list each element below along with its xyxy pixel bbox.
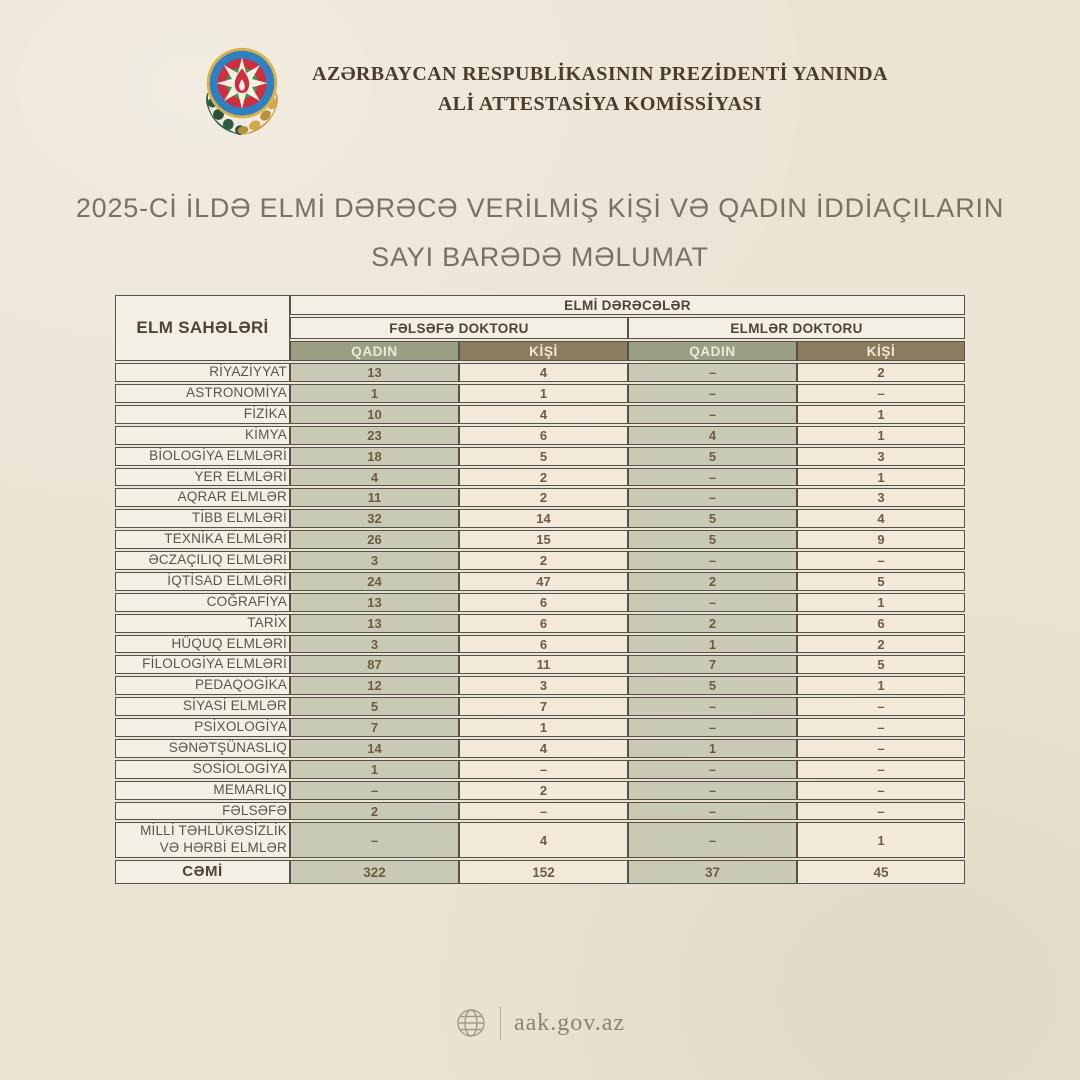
value-cell: – — [797, 551, 965, 570]
value-cell: 24 — [290, 572, 459, 591]
column-header-kisi-phd: KİŞİ — [459, 341, 628, 361]
value-cell: 6 — [797, 614, 965, 633]
degrees-table — [115, 293, 965, 886]
table-row — [115, 718, 965, 737]
science-field-label: AQRAR ELMLƏR — [115, 488, 290, 507]
value-cell: 3 — [797, 447, 965, 466]
value-cell: 2 — [459, 781, 628, 800]
table-row — [115, 614, 965, 633]
value-cell: 3 — [797, 488, 965, 507]
value-cell: 11 — [290, 488, 459, 507]
value-cell: 2 — [459, 551, 628, 570]
column-header-kisi-dsc: KİŞİ — [797, 341, 965, 361]
value-cell: 14 — [459, 509, 628, 528]
value-cell: – — [290, 822, 459, 858]
science-field-label: FƏLSƏFƏ — [115, 802, 290, 821]
value-cell: 37 — [628, 860, 797, 884]
table-row — [115, 572, 965, 591]
value-cell: 4 — [459, 739, 628, 758]
value-cell: 11 — [459, 655, 628, 674]
value-cell: 2 — [797, 635, 965, 654]
value-cell: – — [628, 405, 797, 424]
org-name — [312, 59, 888, 119]
value-cell: 1 — [797, 426, 965, 445]
globe-icon — [455, 1007, 487, 1039]
table-row — [115, 781, 965, 800]
value-cell: – — [628, 468, 797, 487]
value-cell: – — [797, 739, 965, 758]
value-cell: 47 — [459, 572, 628, 591]
value-cell: – — [797, 760, 965, 779]
table-row — [115, 530, 965, 549]
group-header: ELMİ DƏRƏCƏLƏR — [290, 295, 965, 315]
value-cell: – — [797, 697, 965, 716]
science-field-label: RİYAZİYYAT — [115, 363, 290, 382]
value-cell: 4 — [459, 822, 628, 858]
science-field-label: KİMYA — [115, 426, 290, 445]
table-row — [115, 739, 965, 758]
value-cell: 1 — [797, 676, 965, 695]
value-cell: – — [628, 822, 797, 858]
value-cell: – — [290, 781, 459, 800]
table-row — [115, 551, 965, 570]
value-cell: – — [628, 760, 797, 779]
value-cell: – — [459, 760, 628, 779]
value-cell: 3 — [290, 635, 459, 654]
value-cell: – — [628, 551, 797, 570]
value-cell: – — [797, 718, 965, 737]
total-label: CƏMİ — [115, 860, 290, 884]
value-cell: – — [628, 384, 797, 403]
value-cell: – — [628, 781, 797, 800]
value-cell: 14 — [290, 739, 459, 758]
table-row — [115, 509, 965, 528]
value-cell: 7 — [290, 718, 459, 737]
value-cell: – — [628, 718, 797, 737]
table-row — [115, 593, 965, 612]
value-cell: – — [628, 363, 797, 382]
value-cell: 152 — [459, 860, 628, 884]
table-row — [115, 802, 965, 821]
org-name-line1: AZƏRBAYCAN RESPUBLİKASININ PREZİDENTİ YANINDA — [312, 63, 888, 85]
science-field-label: SİYASİ ELMLƏR — [115, 697, 290, 716]
azerbaijan-coat-of-arms-icon — [192, 40, 292, 138]
value-cell: – — [797, 802, 965, 821]
value-cell: 10 — [290, 405, 459, 424]
value-cell: 15 — [459, 530, 628, 549]
value-cell: 6 — [459, 426, 628, 445]
table-row — [115, 635, 965, 654]
science-field-label: İQTİSAD ELMLƏRİ — [115, 572, 290, 591]
value-cell: 7 — [459, 697, 628, 716]
value-cell: 5 — [797, 572, 965, 591]
value-cell: 32 — [290, 509, 459, 528]
page-title — [60, 184, 1020, 281]
org-name-line2: ALİ ATTESTASİYA KOMİSSİYASI — [437, 93, 763, 115]
page-title-line2: SAYI BARƏDƏ MƏLUMAT — [371, 241, 709, 272]
table-row — [115, 447, 965, 466]
value-cell: 322 — [290, 860, 459, 884]
science-field-label: HÜQUQ ELMLƏRİ — [115, 635, 290, 654]
value-cell: – — [628, 488, 797, 507]
table-row — [115, 655, 965, 674]
science-field-label: TARİX — [115, 614, 290, 633]
value-cell: 5 — [628, 530, 797, 549]
value-cell: 3 — [459, 676, 628, 695]
value-cell: 12 — [290, 676, 459, 695]
table-row — [115, 468, 965, 487]
value-cell: 5 — [628, 509, 797, 528]
corner-header: ELM SAHƏLƏRİ — [115, 295, 290, 361]
column-header-qadin-phd: QADIN — [290, 341, 459, 361]
science-field-label: COĞRAFİYA — [115, 593, 290, 612]
value-cell: 87 — [290, 655, 459, 674]
table-row — [115, 384, 965, 403]
science-field-label: TİBB ELMLƏRİ — [115, 509, 290, 528]
value-cell: 5 — [797, 655, 965, 674]
subgroup-header-phd: FƏLSƏFƏ DOKTORU — [290, 317, 628, 339]
value-cell: 1 — [628, 635, 797, 654]
value-cell: 2 — [290, 802, 459, 821]
science-field-label: BİOLOGİYA ELMLƏRİ — [115, 447, 290, 466]
value-cell: 4 — [459, 363, 628, 382]
value-cell: 13 — [290, 614, 459, 633]
column-header-qadin-dsc: QADIN — [628, 341, 797, 361]
value-cell: 9 — [797, 530, 965, 549]
value-cell: 5 — [628, 676, 797, 695]
value-cell: 2 — [797, 363, 965, 382]
value-cell: 13 — [290, 593, 459, 612]
value-cell: 6 — [459, 635, 628, 654]
value-cell: 1 — [290, 384, 459, 403]
table-body — [115, 363, 965, 884]
value-cell: – — [459, 802, 628, 821]
value-cell: 1 — [628, 739, 797, 758]
table-row — [115, 405, 965, 424]
value-cell: 13 — [290, 363, 459, 382]
value-cell: – — [628, 697, 797, 716]
value-cell: 1 — [290, 760, 459, 779]
value-cell: 6 — [459, 593, 628, 612]
org-header — [0, 0, 1080, 138]
table-row — [115, 822, 965, 858]
table-row — [115, 488, 965, 507]
website-url: aak.gov.az — [513, 1009, 626, 1036]
value-cell: 1 — [797, 468, 965, 487]
value-cell: 6 — [459, 614, 628, 633]
value-cell: – — [628, 593, 797, 612]
table-row — [115, 760, 965, 779]
footer-divider — [500, 1006, 501, 1040]
value-cell: 23 — [290, 426, 459, 445]
table-row — [115, 363, 965, 382]
table-row — [115, 697, 965, 716]
science-field-label: ƏCZAÇILIQ ELMLƏRİ — [115, 551, 290, 570]
value-cell: 2 — [459, 468, 628, 487]
science-field-label: FİLOLOGİYA ELMLƏRİ — [115, 655, 290, 674]
science-field-label: ASTRONOMİYA — [115, 384, 290, 403]
science-field-label: SOSİOLOGİYA — [115, 760, 290, 779]
value-cell: 1 — [459, 718, 628, 737]
science-field-label: MİLLİ TƏHLÜKƏSİZLİK VƏ HƏRBİ ELMLƏR — [115, 822, 290, 858]
table-row — [115, 426, 965, 445]
science-field-label: MEMARLIQ — [115, 781, 290, 800]
value-cell: 2 — [628, 572, 797, 591]
value-cell: 2 — [459, 488, 628, 507]
science-field-label: TEXNİKA ELMLƏRİ — [115, 530, 290, 549]
page-title-line1: 2025-Cİ İLDƏ ELMİ DƏRƏCƏ VERİLMİŞ KİŞİ VƏ QADIN İDDİAÇILARIN — [75, 193, 1005, 223]
value-cell: 7 — [628, 655, 797, 674]
value-cell: 4 — [459, 405, 628, 424]
value-cell: 4 — [797, 509, 965, 528]
subgroup-header-dsc: ELMLƏR DOKTORU — [628, 317, 965, 339]
value-cell: 3 — [290, 551, 459, 570]
total-row — [115, 860, 965, 884]
science-field-label: PSİXOLOGİYA — [115, 718, 290, 737]
value-cell: – — [628, 802, 797, 821]
value-cell: 5 — [290, 697, 459, 716]
value-cell: 26 — [290, 530, 459, 549]
value-cell: 1 — [459, 384, 628, 403]
science-field-label: FİZİKA — [115, 405, 290, 424]
value-cell: 45 — [797, 860, 965, 884]
science-field-label: PEDAQOGİKA — [115, 676, 290, 695]
value-cell: 5 — [459, 447, 628, 466]
value-cell: 1 — [797, 405, 965, 424]
value-cell: 5 — [628, 447, 797, 466]
science-field-label: SƏNƏTŞÜNASLIQ — [115, 739, 290, 758]
value-cell: 18 — [290, 447, 459, 466]
value-cell: 4 — [290, 468, 459, 487]
value-cell: 4 — [628, 426, 797, 445]
site-footer — [0, 1006, 1080, 1040]
value-cell: – — [797, 384, 965, 403]
value-cell: 1 — [797, 593, 965, 612]
value-cell: 1 — [797, 822, 965, 858]
table-row — [115, 676, 965, 695]
value-cell: – — [797, 781, 965, 800]
group-header-row — [115, 295, 965, 315]
value-cell: 2 — [628, 614, 797, 633]
science-field-label: YER ELMLƏRİ — [115, 468, 290, 487]
